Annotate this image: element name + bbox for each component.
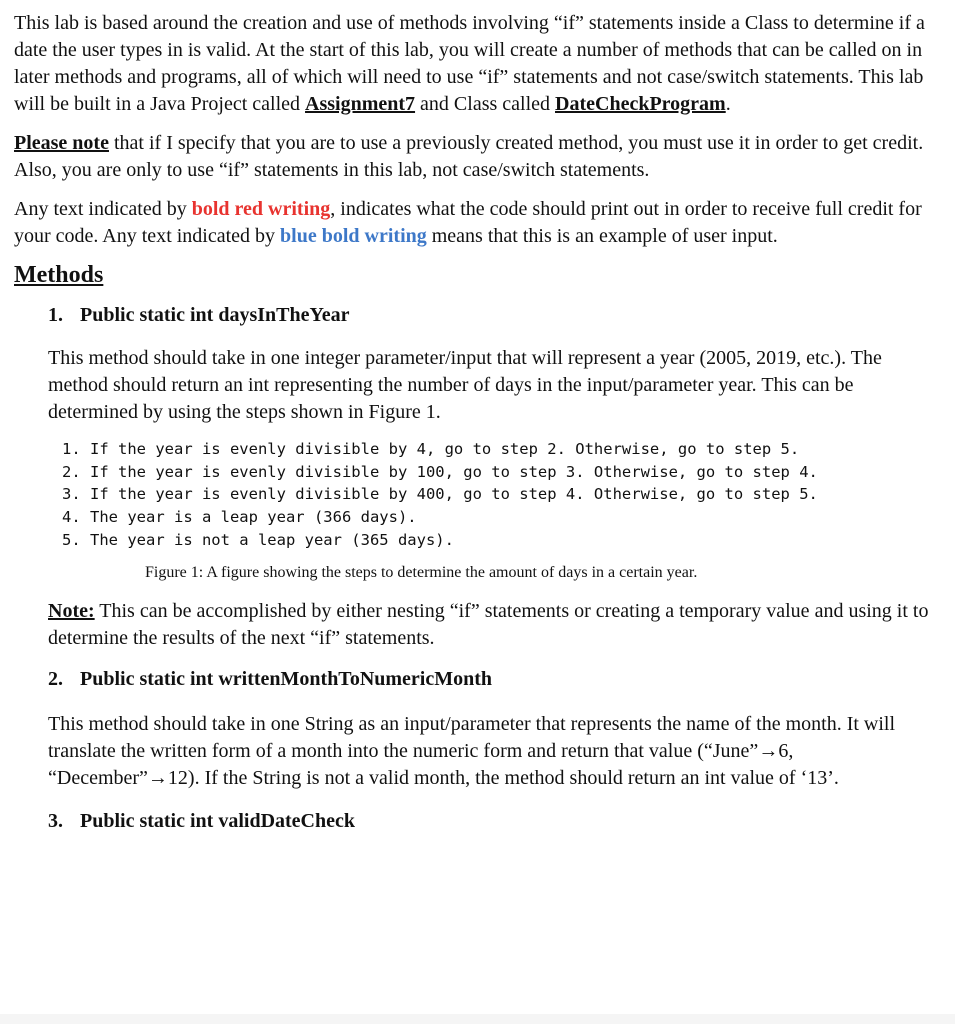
method-2-name: Public static int writtenMonthToNumericMonth bbox=[80, 667, 493, 690]
step-line: 3. If the year is evenly divisible by 400, go to step 4. Otherwise, go to step 5. bbox=[62, 485, 818, 504]
please-note-paragraph bbox=[14, 130, 941, 184]
figure-1-caption: Figure 1: A figure showing the steps to determine the amount of days in a certain year. bbox=[145, 563, 698, 581]
method-2-title bbox=[48, 666, 941, 693]
step-line: 5. The year is not a leap year (365 days). bbox=[62, 530, 454, 549]
method-1-number: 1. bbox=[48, 304, 63, 326]
blue-bold-sample: blue bold writing bbox=[280, 225, 427, 247]
figure-1-steps bbox=[62, 438, 941, 552]
project-name: Assignment7 bbox=[305, 93, 416, 115]
page-bottom-edge bbox=[0, 1014, 955, 1024]
method-1-name: Public static int daysInTheYear bbox=[80, 304, 350, 326]
intro-text-2: and Class called bbox=[415, 93, 556, 115]
legend-text-2: , indicates what the code should print out in order to receive full credit for your code. Any text indicated by bbox=[14, 198, 922, 247]
legend-paragraph bbox=[14, 196, 941, 250]
red-bold-sample: bold red writing bbox=[191, 198, 331, 220]
method-1-note bbox=[48, 598, 941, 652]
step-line: 4. The year is a leap year (366 days). bbox=[62, 508, 417, 527]
method-3-number: 3. bbox=[48, 809, 63, 832]
please-note-label: Please note bbox=[14, 132, 109, 154]
intro-text-1: This lab is based around the creation and use of methods involving “if” statements inside a Class to determine if a date the user types in is valid. At the start of this lab, you will create a number of methods that can be called on in later methods and programs, all of which will need to use “if” statements and not case/switch statements. This lab will be built in a Java Project called bbox=[14, 12, 925, 115]
step-line: 2. If the year is evenly divisible by 100, go to step 3. Otherwise, go to step 4. bbox=[62, 462, 818, 481]
legend-text-3: means that this is an example of user input. bbox=[426, 225, 778, 247]
please-note-text: that if I specify that you are to use a previously created method, you must use it in order to get credit. Also, you are only to use “if” statements in this lab, not case/switch statements. bbox=[14, 132, 924, 181]
note-text: This can be accomplished by either nesting “if” statements or creating a temporary value and using it to determine the results of the next “if” statements. bbox=[48, 599, 929, 649]
note-label: Note: bbox=[48, 599, 95, 622]
intro-paragraph bbox=[14, 10, 941, 118]
method-1-description: This method should take in one integer parameter/input that will represent a year (2005, 2019, etc.). The method should return an int representing the number of days in the input/parameter year. This can be determined by using the steps shown in Figure 1. bbox=[48, 347, 882, 423]
class-name: DateCheckProgram bbox=[555, 93, 726, 115]
step-line: 1. If the year is evenly divisible by 4, go to step 2. Otherwise, go to step 5. bbox=[62, 440, 800, 458]
method-3-name: Public static int validDateCheck bbox=[80, 809, 355, 832]
method-2-description: This method should take in one String as an input/parameter that represents the name of the month. It will translate the written form of a month into the numeric form and return that value (“June”→6, “December”→12). If the String is not a valid month, the method should return an int value of ‘13’. bbox=[48, 712, 896, 789]
methods-heading: Methods bbox=[14, 262, 104, 288]
method-1-title bbox=[48, 302, 941, 329]
legend-text-1: Any text indicated by bbox=[14, 198, 192, 220]
intro-text-3: . bbox=[725, 93, 731, 115]
method-2-number: 2. bbox=[48, 667, 63, 690]
method-3-title bbox=[48, 808, 941, 835]
